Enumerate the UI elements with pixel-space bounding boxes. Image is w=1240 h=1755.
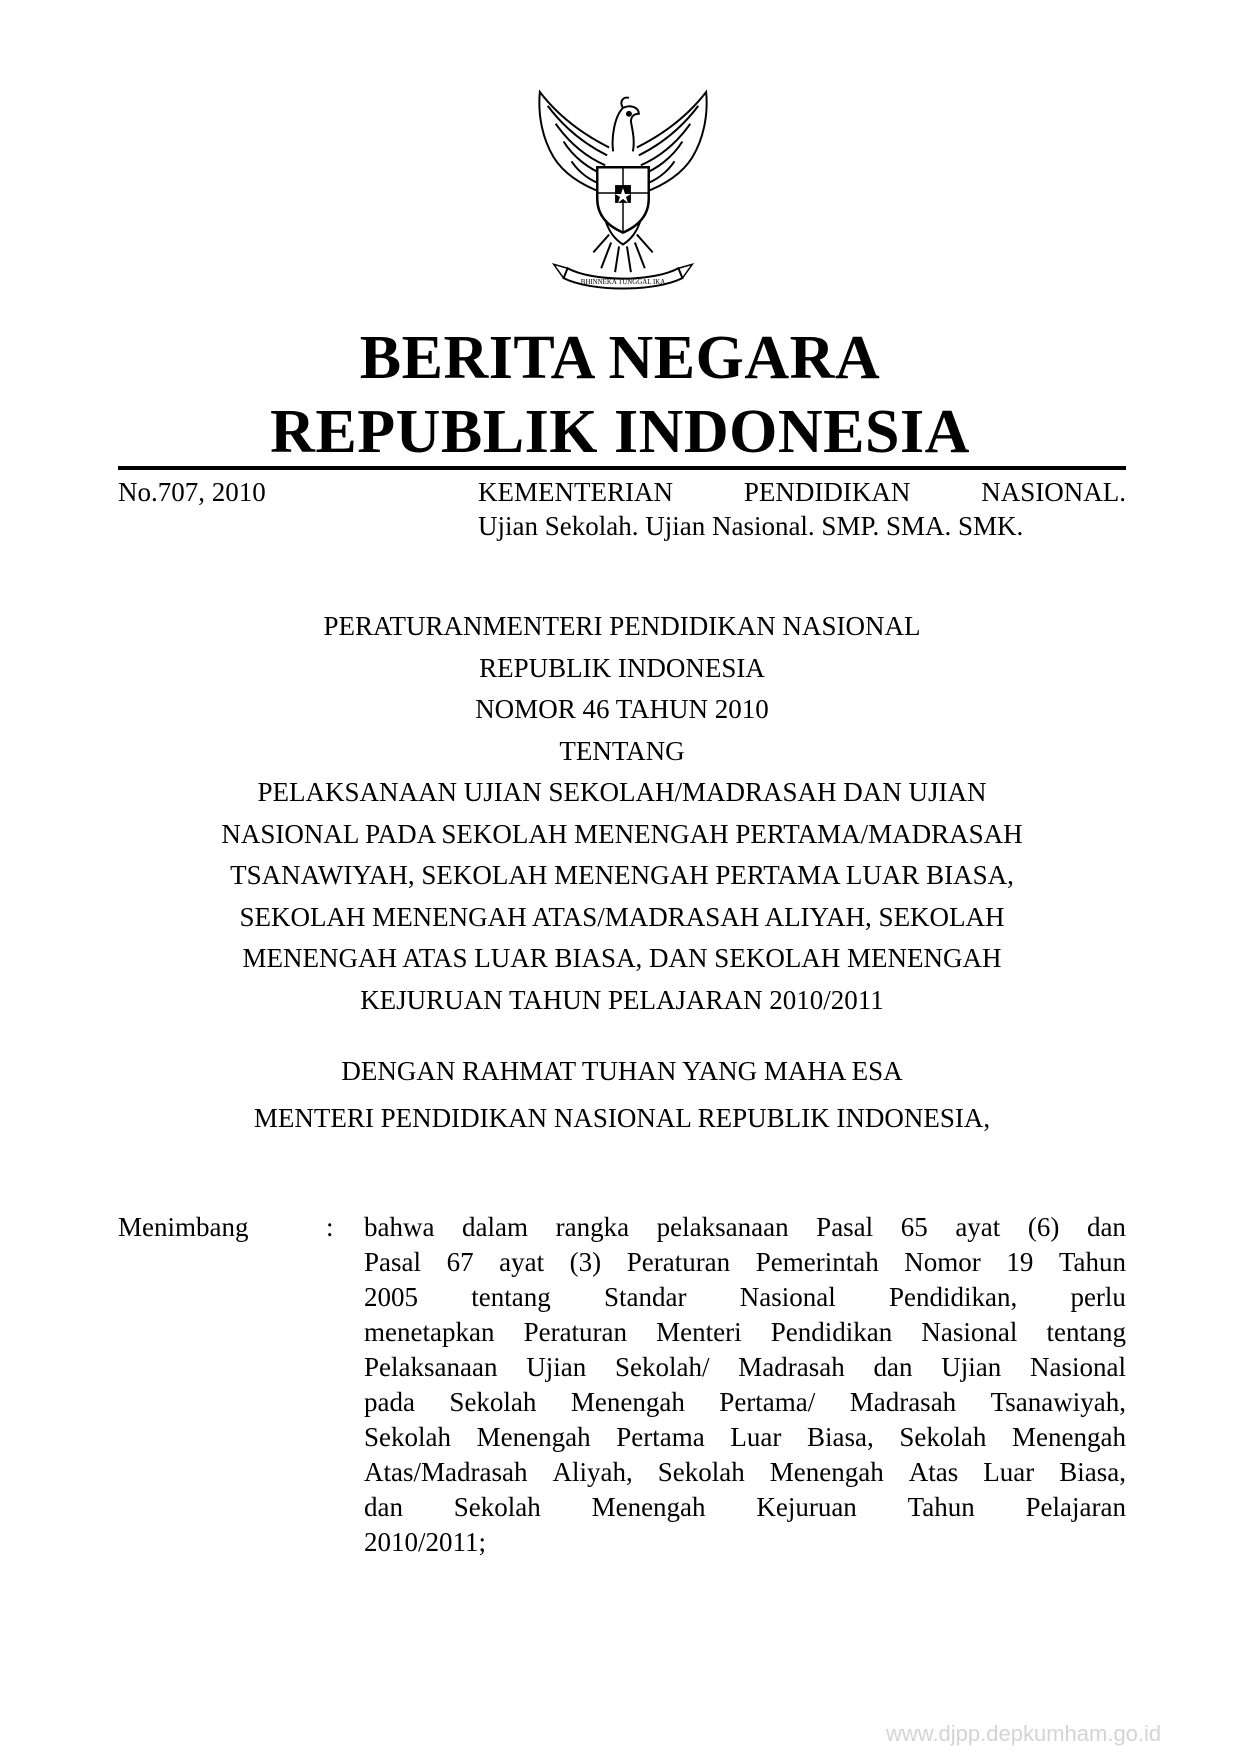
considering-word: Sekolah/ [614,1352,710,1382]
garuda-emblem-icon [524,85,722,300]
title-line: SEKOLAH MENENGAH ATAS/MADRASAH ALIYAH, SEKOLAH [239,901,1005,932]
considering-word: Menengah [591,1492,706,1522]
considering-word: Sekolah [899,1422,987,1452]
considering-word: Pendidikan, [888,1282,1018,1312]
considering-word: pada [364,1387,415,1417]
considering-word: (6) [1027,1212,1060,1242]
considering-word: Pemerintah [755,1247,879,1277]
considering-word: Pelajaran [1025,1492,1126,1522]
considering-line [364,1490,1126,1525]
considering-word: Pertama/ [719,1387,816,1417]
considering-word: Pasal [816,1212,874,1242]
considering-word: Nasional [1030,1352,1126,1382]
considering-word: 2005 [364,1282,418,1312]
agency-word: NASIONAL. [981,477,1126,507]
considering-word: 67 [446,1247,474,1277]
agency-word: KEMENTERIAN [478,477,673,507]
source-watermark: www.djpp.depkumham.go.id [886,1721,1162,1746]
considering-word: Luar [983,1457,1035,1487]
considering-word: Tahun [1058,1247,1126,1277]
considering-line [364,1385,1126,1420]
considering-word: Menteri [656,1317,742,1347]
considering-word: Aliyah, [552,1457,633,1487]
title-line: PERATURANMENTERI PENDIDIKAN NASIONAL [323,611,921,641]
greeting-line: DENGAN RAHMAT TUHAN YANG MAHA ESA [341,1056,903,1086]
considering-word: Pendidikan [770,1317,893,1347]
title-line: PELAKSANAAN UJIAN SEKOLAH/MADRASAH DAN UJIAN [257,777,987,807]
greeting-line: MENTERI PENDIDIKAN NASIONAL REPUBLIK INDONESIA, [253,1103,991,1133]
considering-word: 19 [1006,1247,1034,1277]
title-line: KEJURUAN TAHUN PELAJARAN 2010/2011 [360,984,884,1015]
considering-word: tentang [1046,1317,1126,1347]
considering-word: Ujian [526,1352,587,1382]
considering-line [364,1455,1126,1490]
considering-word: Sekolah [657,1457,745,1487]
considering-label: Menimbang [118,1212,249,1242]
considering-word: Standar [603,1282,687,1312]
considering-line [364,1350,1126,1385]
considering-text [364,1210,1126,1560]
title-line: TSANAWIYAH, SEKOLAH MENENGAH PERTAMA LUAR BIASA, [230,860,1014,890]
considering-word: Tahun [907,1492,975,1522]
considering-line [364,1280,1126,1315]
title-line: MENENGAH ATAS LUAR BIASA, DAN SEKOLAH MENENGAH [242,943,1002,973]
considering-word: (3) [569,1247,602,1277]
considering-colon: : [326,1212,334,1242]
masthead-title: BERITA NEGARA [359,324,881,392]
title-line: NOMOR 46 TAHUN 2010 [475,694,769,724]
considering-word: pelaksanaan [656,1212,789,1242]
considering-word: 65 [900,1212,928,1242]
agency-word: PENDIDIKAN [743,477,911,507]
considering-line: 2010/2011; [364,1527,487,1557]
considering-word: Madrasah [738,1352,845,1382]
considering-word: Menengah [769,1457,884,1487]
considering-word: Nasional [921,1317,1018,1347]
considering-word: ayat [499,1247,545,1277]
considering-word: menetapkan [364,1317,495,1347]
title-line: TENTANG [559,735,685,766]
considering-word: Kejuruan [756,1492,857,1522]
title-line: REPUBLIK INDONESIA [479,652,765,683]
regulation-title [118,606,1126,1021]
considering-word: Atas [908,1457,959,1487]
considering-word: dan [364,1492,403,1522]
considering-word: Atas/Madrasah [364,1457,528,1487]
considering-word: Sekolah [364,1422,451,1452]
considering-word: dan [873,1352,913,1382]
title-line: NASIONAL PADA SEKOLAH MENENGAH PERTAMA/MADRASAH [221,818,1023,849]
masthead-rule [118,466,1126,470]
considering-word: Sekolah [453,1492,541,1522]
considering-word: rangka [555,1212,630,1242]
considering-word: Biasa, [806,1422,874,1452]
considering-word: Biasa, [1059,1457,1126,1487]
considering-word: Tsanawiyah, [990,1387,1126,1417]
considering-word: tentang [471,1282,551,1312]
considering-word: Luar [730,1422,782,1452]
considering-word: dan [1086,1212,1126,1242]
considering-line [364,1420,1126,1455]
considering-word: Ujian [941,1352,1002,1382]
considering-word: Menengah [1012,1422,1126,1452]
agency-line [478,475,1126,509]
considering-word: Madrasah [849,1387,957,1417]
masthead-subtitle: REPUBLIK INDONESIA [270,398,970,466]
considering-word: bahwa [364,1212,435,1242]
considering-line [364,1245,1126,1280]
considering-word: perlu [1070,1282,1126,1312]
considering-word: Peraturan [523,1317,628,1347]
considering-word: Nomor [904,1247,981,1277]
preamble-greeting [118,1048,1126,1142]
considering-word: Menengah [570,1387,685,1417]
considering-word: Pelaksanaan [364,1352,498,1382]
considering-word: Pertama [616,1422,705,1452]
gazette-number: No.707, 2010 [118,477,266,507]
considering-word: ayat [955,1212,1001,1242]
considering-word: Pasal [364,1247,421,1277]
considering-word: Menengah [476,1422,591,1452]
considering-word: Peraturan [626,1247,731,1277]
gazette-subject [478,475,1126,543]
considering-line [364,1210,1126,1245]
considering-word: dalam [462,1212,529,1242]
considering-word: Sekolah [449,1387,537,1417]
emblem-motto: BHINNEKA TUNGGAL IKA [580,279,666,287]
keywords-line: Ujian Sekolah. Ujian Nasional. SMP. SMA. SMK. [478,511,1024,541]
considering-line [364,1315,1126,1350]
considering-word: Nasional [739,1282,836,1312]
